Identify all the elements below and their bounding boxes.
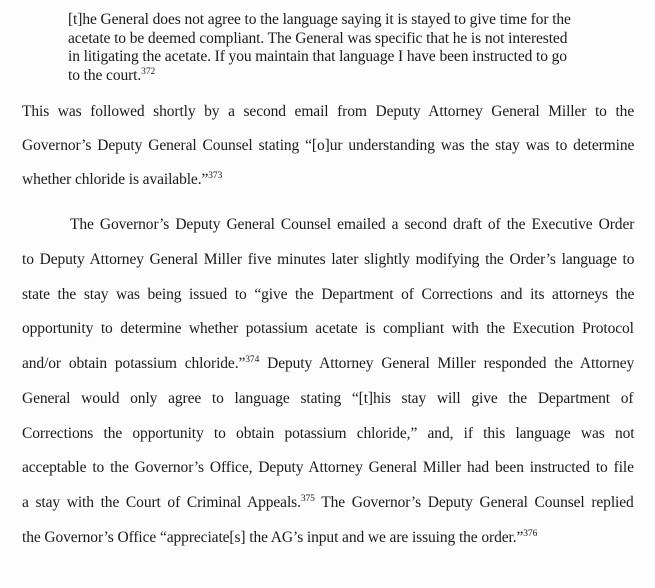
footnote-ref-374: 374: [245, 355, 260, 365]
paragraph-2-line-9: [22, 494, 634, 512]
paragraph-2-line-10: [22, 529, 537, 547]
paragraph-2-line-5-b: Deputy Attorney General Miller responded the Attorney: [259, 355, 635, 372]
quote-line: [t]he General does not agree to the language saying it is stayed to give time for the: [68, 11, 571, 28]
paragraph-2-line-3: state the stay was being issued to “give the Department of Corrections and its attorneys the: [22, 286, 635, 303]
paragraph-2-line-5: [22, 355, 634, 373]
paragraph-1-line-3: [22, 171, 222, 189]
paragraph-2-line-9-b: The Governor’s Deputy General Counsel replied: [314, 494, 634, 511]
paragraph-2-line-10-text: the Governor’s Office “appreciate[s] the AG’s input and we are issuing the order.”: [22, 529, 524, 546]
paragraph-2-line-8: acceptable to the Governor’s Office, Deputy Attorney General Miller had been instructed to file: [22, 459, 634, 476]
paragraph-2-line-6: General would only agree to language stating “[t]his stay will give the Department of: [22, 390, 634, 407]
footnote-ref-376: 376: [523, 529, 538, 539]
paragraph-2-line-1: The Governor’s Deputy General Counsel emailed a second draft of the Executive Order: [70, 216, 635, 233]
paragraph-2-line-9-a: a stay with the Court of Criminal Appeals.: [22, 494, 301, 511]
paragraph-1-line-2: Governor’s Deputy General Counsel stating “[o]ur understanding was the stay was to determine: [22, 137, 635, 154]
quote-line: in litigating the acetate. If you maintain that language I have been instructed to go: [68, 48, 567, 65]
paragraph-2-line-5-a: and/or obtain potassium chloride.”: [22, 355, 246, 372]
block-quote: [68, 11, 628, 85]
paragraph-2-line-2: to Deputy Attorney General Miller five minutes later slightly modifying the Order’s language to: [22, 251, 635, 268]
footnote-ref-373: 373: [208, 171, 223, 181]
paragraph-2-line-7: Corrections the opportunity to obtain potassium chloride,” and, if this language was not: [22, 425, 635, 442]
quote-line: acetate to be deemed compliant. The General was specific that he is not interested: [68, 29, 568, 47]
paragraph-1-line-3-text: whether chloride is available.”: [22, 171, 209, 188]
footnote-ref-372: 372: [141, 66, 156, 77]
paragraph-2-line-4: opportunity to determine whether potassium acetate is compliant with the Execution Protocol: [22, 320, 634, 337]
quote-line: [68, 67, 628, 86]
footnote-ref-375: 375: [300, 494, 315, 504]
quote-line-text: to the court.: [68, 66, 142, 84]
paragraph-1-line-1: This was followed shortly by a second email from Deputy Attorney General Miller to the: [22, 103, 635, 120]
